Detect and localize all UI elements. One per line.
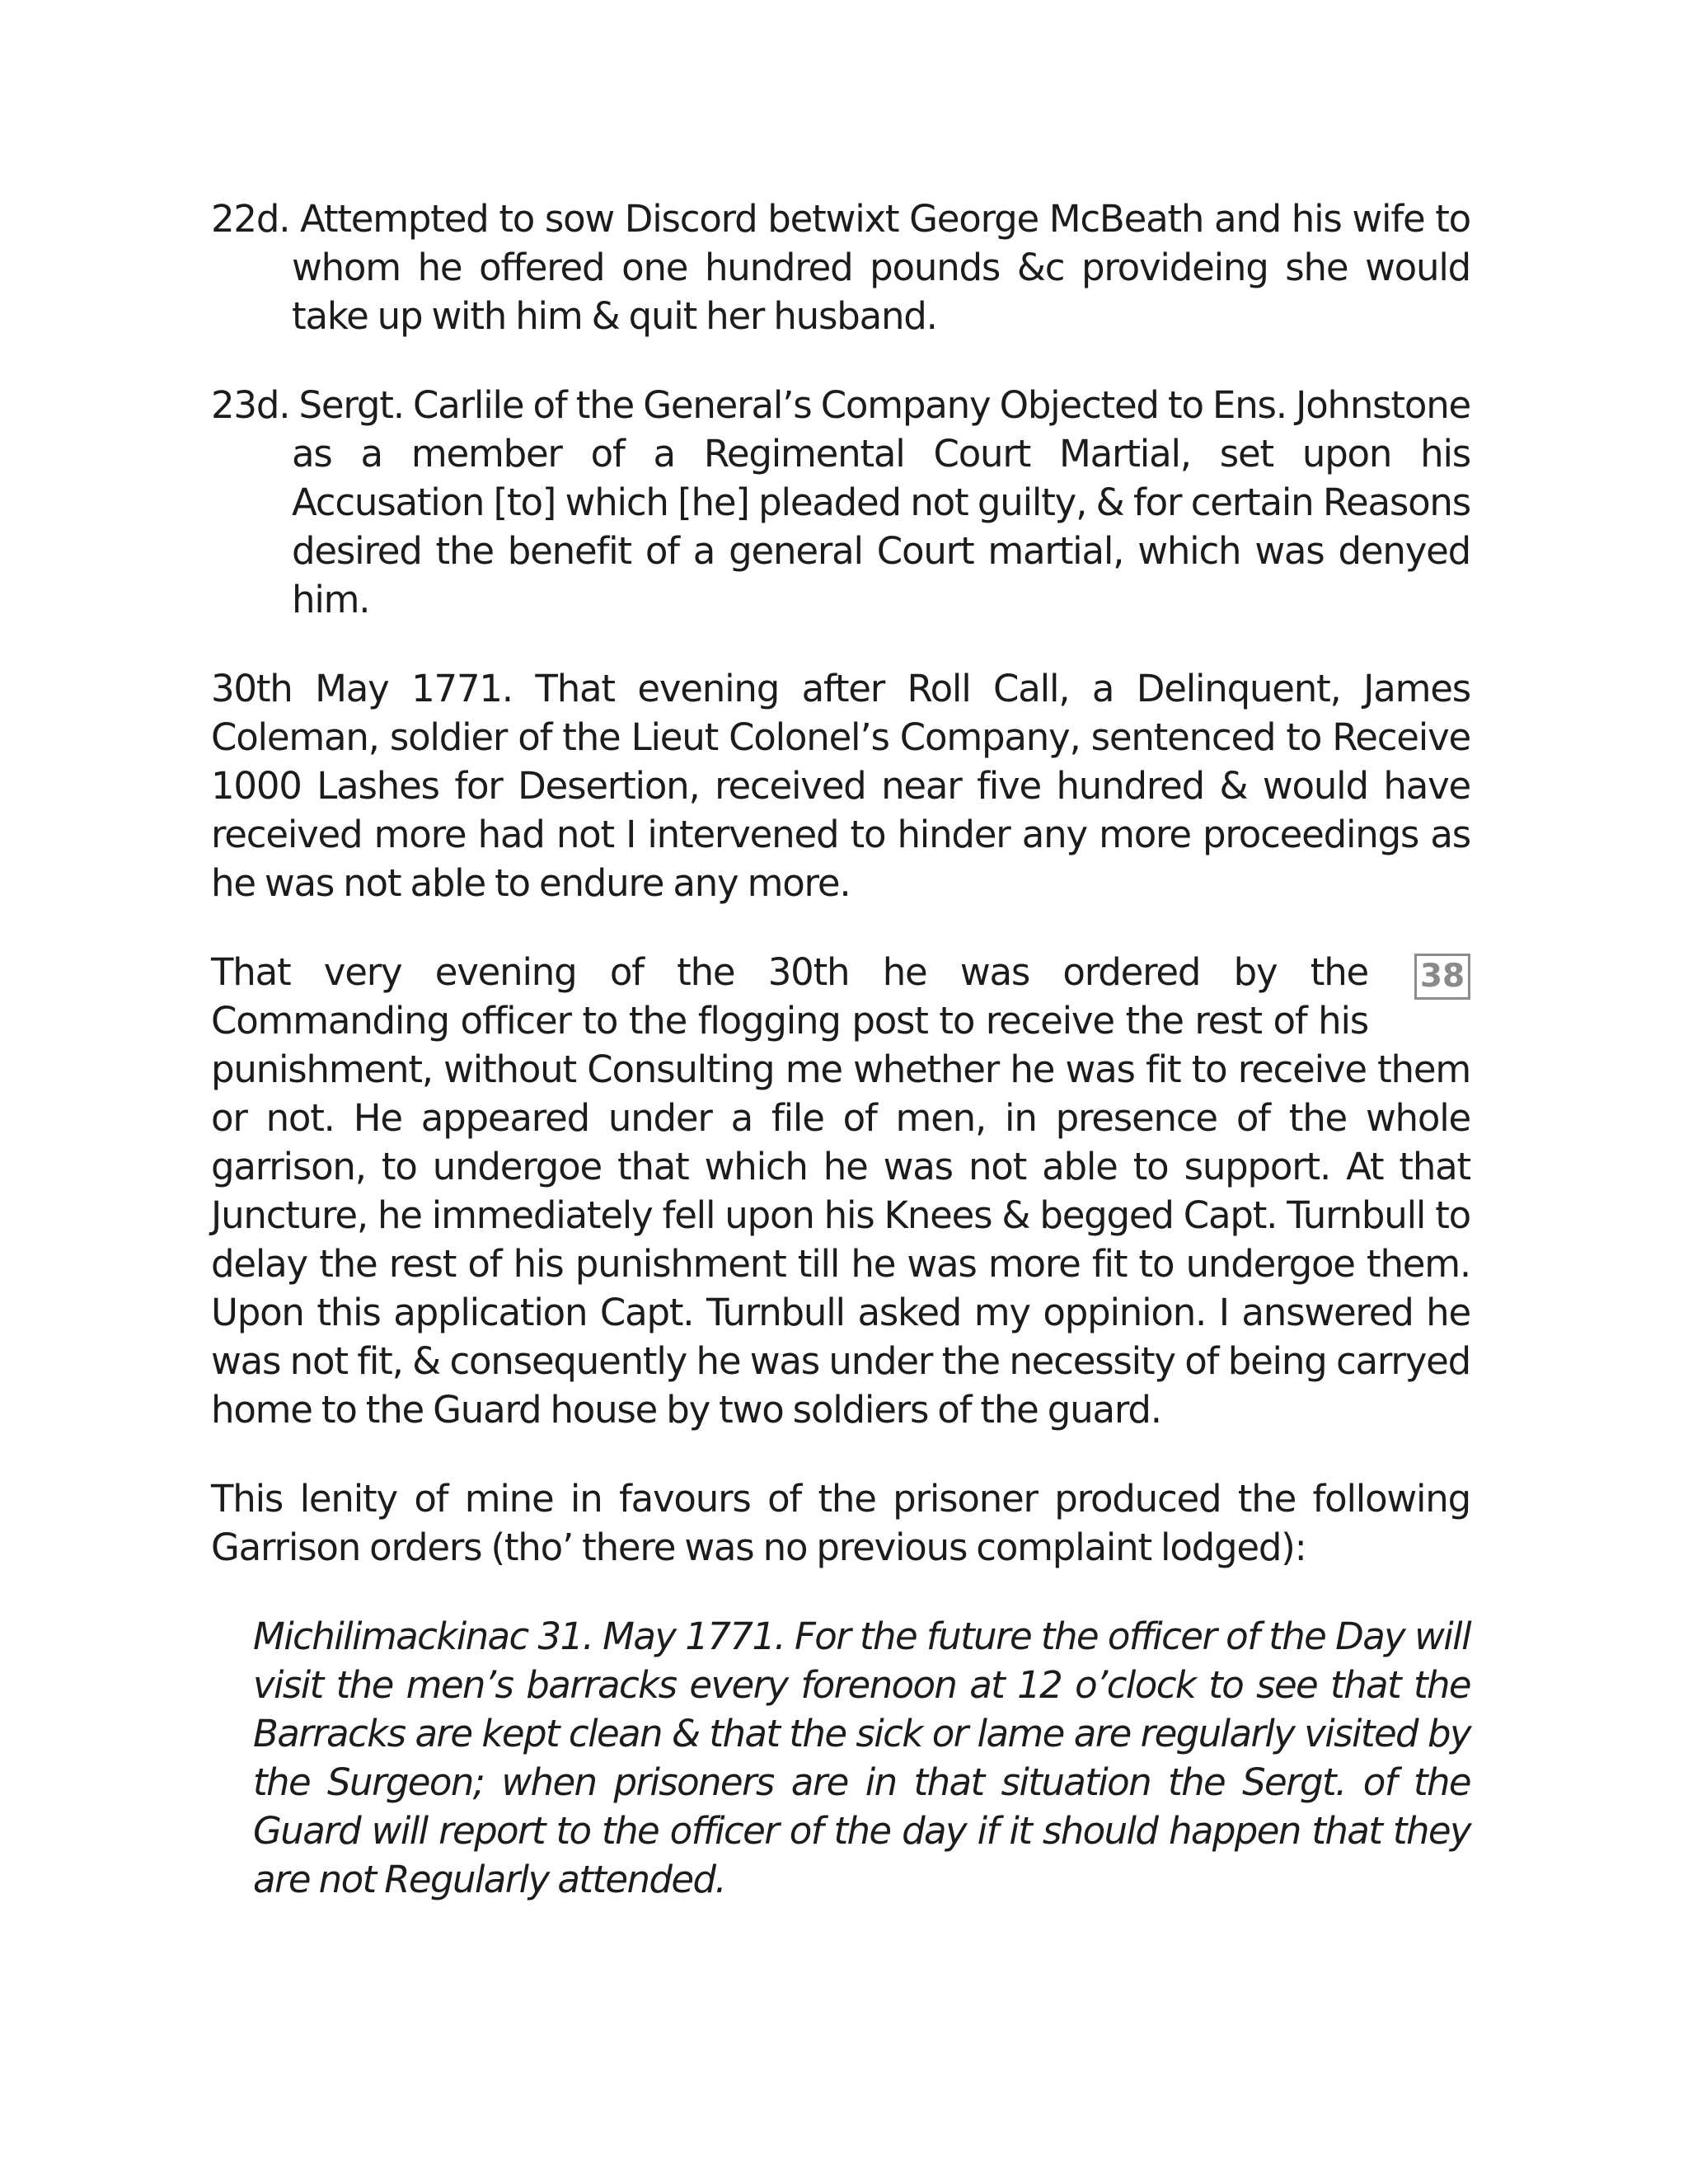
entry-22d: 22d. Attempted to sow Discord betwixt George McBeath and his wife to whom he offered one hundred pounds &c provideing she would take up with him & quit her husband. <box>211 197 1470 338</box>
page-number-marker: 38 <box>1414 954 1470 1000</box>
entry-23d: 23d. Sergt. Carlile of the General’s Company Objected to Ens. Johnstone as a member of a Regimental Court Martial, set upon his Accusation [to] which [he] pleaded not guilty, & for certain Reasons desired the benefit of a general Court martial, which was denyed him. <box>211 383 1470 621</box>
paragraph-flogging-text: That very evening of the 30th he was ordered by the Commanding officer to the flogging post to receive the rest of his punishment, without Consulting me whether he was fit to receive them or not. He appeared under a file of men, in presence of the whole garrison, to undergoe that which he was not able to support. At that Juncture, he immediately fell upon his Knees & begged Capt. Turnbull to delay the rest of his punishment till he was more fit to undergoe them. Upon this application Capt. Turnbull asked my oppinion. I answered he was not fit, & consequently he was under the necessity of being carryed home to the Guard house by two soldiers of the guard. <box>211 950 1470 1432</box>
document-page <box>211 194 1470 1904</box>
garrison-order-quote: Michilimackinac 31. May 1771. For the future the officer of the Day will visit the men’s barracks every forenoon at 12 o’clock to see that the Barracks are kept clean & that the sick or lame are regularly visited by the Surgeon; when prisoners are in that situation the Sergt. of the Guard will report to the officer of the day if it should happen that they are not Regularly attended. <box>253 1615 1470 1901</box>
paragraph-lenity: This lenity of mine in favours of the prisoner produced the following Garrison orders (tho’ there was no previous complaint lodged): <box>211 1477 1470 1569</box>
paragraph-flogging <box>211 948 1470 1434</box>
paragraph-may-30: 30th May 1771. That evening after Roll Call, a Delinquent, James Coleman, soldier of the Lieut Colonel’s Company, sentenced to Receive 1000 Lashes for Desertion, received near five hundred & would have received more had not I intervened to hinder any more proceedings as he was not able to endure any more. <box>211 667 1470 905</box>
